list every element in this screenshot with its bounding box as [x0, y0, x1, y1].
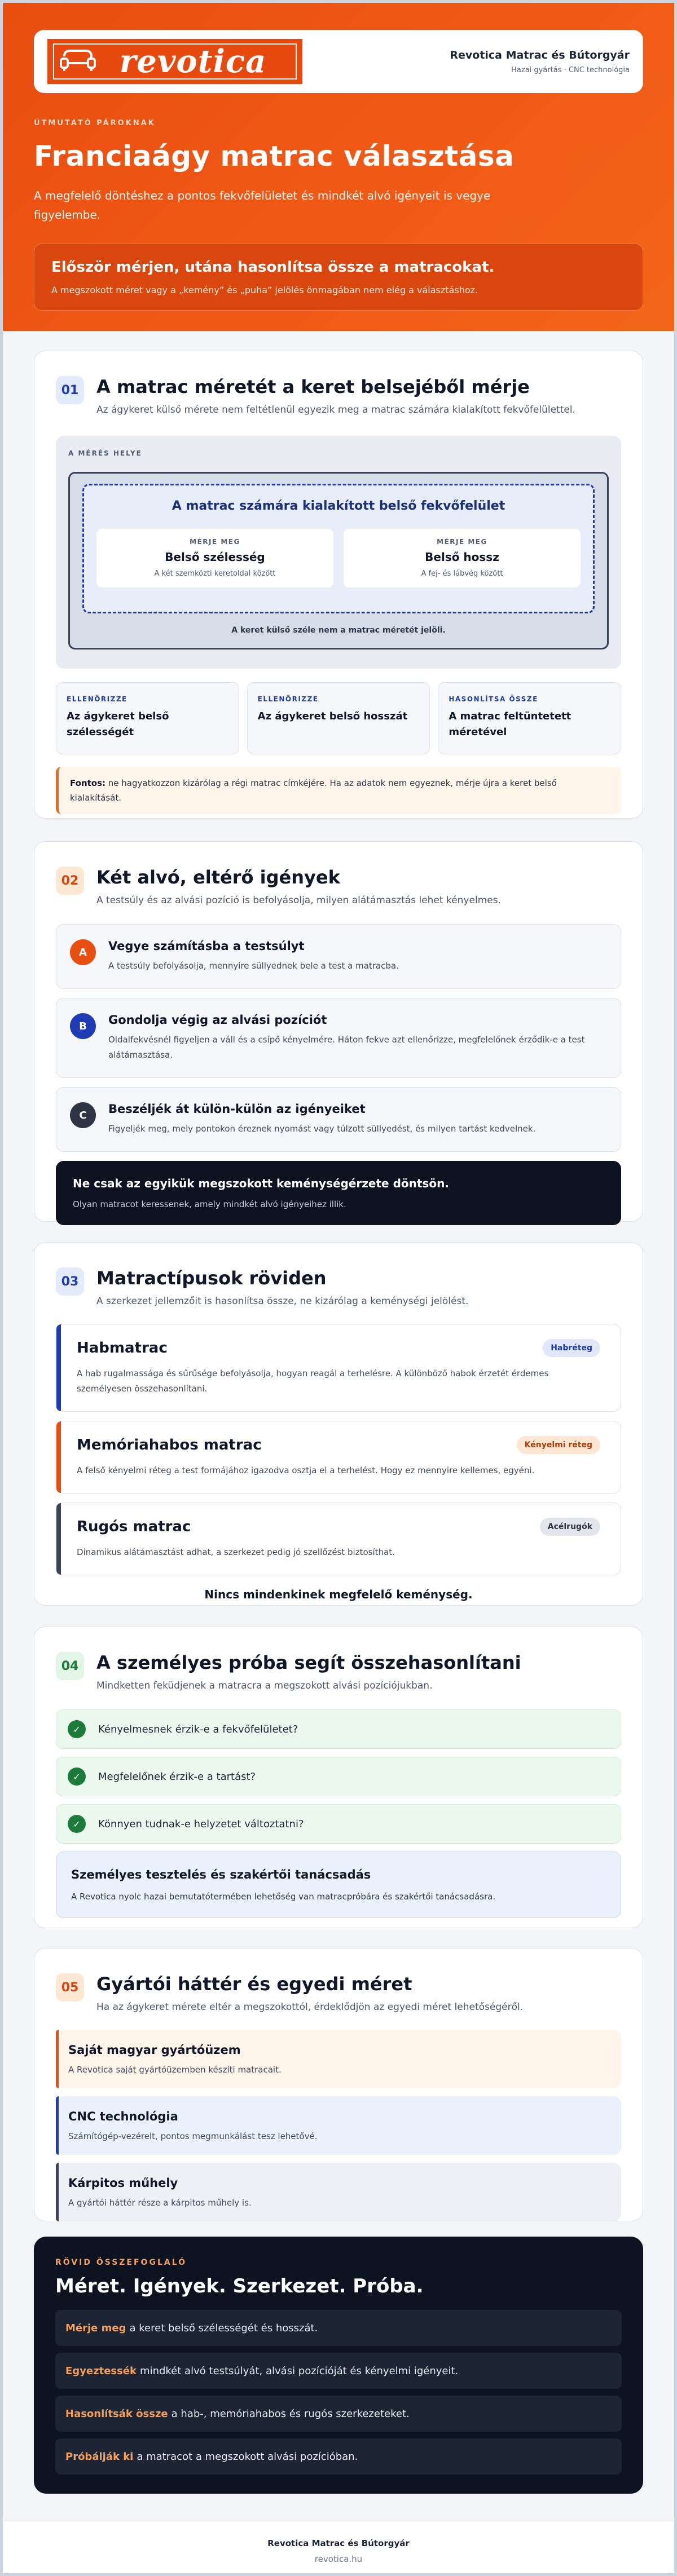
- logo-text: revotica: [119, 43, 267, 80]
- brand-subtitle: Hazai gyártás · CNC technológia: [511, 65, 630, 74]
- section-manufacturer: [34, 1948, 643, 2221]
- bg-item-upholstery: [56, 2163, 621, 2221]
- section-header: [56, 1267, 621, 1307]
- dimension-value: Belső szélesség: [165, 550, 265, 564]
- badge-c: C: [70, 1102, 96, 1128]
- type-card-spring: [56, 1503, 621, 1575]
- summary-row: [55, 2438, 622, 2475]
- type-card-foam: [56, 1324, 621, 1412]
- measure-diagram: [56, 436, 621, 669]
- section-header: [56, 1973, 621, 2013]
- types-conclusion: Nincs mindenkinek megfelelő keménység.: [204, 1588, 473, 1601]
- dimension-caption: MÉRJE MEG: [190, 538, 240, 546]
- section-number: 01: [56, 376, 84, 404]
- badge-b: B: [70, 1013, 96, 1039]
- bg-title: Kárpitos műhely: [68, 2176, 178, 2190]
- bg-text: A Revotica saját gyártóüzemben készíti matracait.: [68, 2065, 282, 2075]
- summary-text: mindkét alvó testsúlyát, alvási pozícióját és kényelmi igényeit.: [140, 2365, 459, 2377]
- section-number: 02: [56, 867, 84, 895]
- brand-name: Revotica Matrac és Bútorgyár: [450, 48, 630, 61]
- check-card: [247, 682, 430, 754]
- check-text: A matrac feltüntetett méretével: [449, 710, 572, 738]
- section-title: Két alvó, eltérő igények: [96, 867, 340, 888]
- section-header: [56, 376, 621, 416]
- summary-key: Próbálják ki: [65, 2450, 134, 2463]
- dimension-width: [96, 529, 333, 587]
- check-icon: ✓: [68, 1768, 86, 1786]
- showroom-title: Személyes tesztelés és szakértői tanácsadás: [71, 1868, 371, 1881]
- showroom-text: A Revotica nyolc hazai bemutatótermében lehetőség van matracpróbára és szakértői tanácsadásra.: [71, 1892, 496, 1902]
- section-title: A matrac méretét a keret belsejéből mérje: [96, 376, 530, 397]
- check-icon: ✓: [68, 1720, 86, 1738]
- need-item: [56, 998, 621, 1078]
- section-subtitle: Az ágykeret külső mérete nem feltétlenül egyezik meg a matrac számára kialakított fekvőfelülettel.: [96, 404, 575, 416]
- check-icon: ✓: [68, 1815, 86, 1833]
- section-number: 04: [56, 1652, 84, 1680]
- hero: [3, 3, 674, 331]
- check-caption: HASONLÍTSA ÖSSZE: [449, 695, 538, 703]
- page-title: Franciaágy matrac választása: [34, 140, 515, 173]
- surface-title: A matrac számára kialakított belső fekvőfelület: [172, 499, 505, 513]
- summary-row: [55, 2396, 622, 2432]
- type-text: A hab rugalmassága és sűrűsége befolyásolja, hogyan reagál a terhelésre. A különböző habok érzetét érdemes személyesen összehasonlítani.: [77, 1368, 549, 1394]
- sofa-icon: [60, 48, 96, 73]
- section-subtitle: Ha az ágykeret mérete eltér a megszokottól, érdeklődjön az egyedi méret lehetőségéről.: [96, 2001, 524, 2013]
- summary-eyebrow: RÖVID ÖSSZEFOGLALÓ: [55, 2258, 187, 2267]
- section-types: [34, 1242, 643, 1606]
- section-subtitle: A testsúly és az alvási pozíció is befolyásolja, milyen alátámasztás lehet kényelmes.: [96, 895, 501, 906]
- section-test: [34, 1627, 643, 1928]
- section-header: [56, 1652, 621, 1691]
- check-caption: ELLENŐRIZZE: [257, 695, 319, 703]
- key-message-title: Ne csak az egyikük megszokott keménységérzete döntsön.: [73, 1177, 449, 1190]
- summary-key: Egyeztessék: [65, 2365, 137, 2377]
- logo[interactable]: [47, 39, 302, 84]
- need-title: Gondolja végig az alvási pozíciót: [108, 1013, 327, 1027]
- type-title: Habmatrac: [77, 1340, 168, 1357]
- type-pill: Acélrugók: [540, 1518, 600, 1536]
- type-card-memory: [56, 1421, 621, 1494]
- summary-row: [55, 2353, 622, 2389]
- need-item: [56, 1087, 621, 1152]
- check-text: Az ágykeret belső szélességét: [67, 710, 169, 738]
- need-text: Figyeljék meg, mely pontokon éreznek nyomást vagy túlzott süllyedést, és milyen tartást kedvelnek.: [108, 1124, 536, 1134]
- badge-a: A: [70, 939, 96, 965]
- bg-item-cnc: [56, 2096, 621, 2155]
- dimension-length: [344, 529, 581, 587]
- callout-text: A megszokott méret vagy a „kemény” és „puha” jelölés önmagában nem elég a választáshoz.: [51, 285, 478, 295]
- section-title: Matractípusok röviden: [96, 1267, 327, 1289]
- question-item: [56, 1757, 621, 1796]
- brand-block: [450, 49, 630, 74]
- summary-key: Hasonlítsák össze: [65, 2407, 168, 2420]
- section-measure: [34, 351, 643, 819]
- check-card: [56, 682, 239, 754]
- key-message: [56, 1161, 621, 1225]
- bg-text: Számítógép-vezérelt, pontos megmunkálást tesz lehetővé.: [68, 2131, 318, 2141]
- background-list: [56, 2030, 621, 2221]
- question-text: Megfelelőnek érzik-e a tartást?: [98, 1770, 256, 1783]
- needs-list: [56, 924, 621, 1152]
- note-label: Fontos:: [70, 778, 106, 788]
- footer-brand: Revotica Matrac és Bútorgyár: [267, 2538, 410, 2548]
- showroom-info: [56, 1852, 621, 1918]
- top-bar: [34, 30, 643, 93]
- type-list: [56, 1324, 621, 1575]
- dimension-hint: A két szemközti keretoldal között: [154, 569, 276, 578]
- measure-label: A MÉRÉS HELYE: [68, 449, 142, 457]
- question-item: [56, 1804, 621, 1844]
- dimension-hint: A fej- és lábvég között: [421, 569, 503, 578]
- bg-title: Saját magyar gyártóüzem: [68, 2043, 241, 2057]
- section-header: [56, 867, 621, 906]
- footer: [3, 2521, 674, 2576]
- section-title: Gyártói háttér és egyedi méret: [96, 1973, 412, 1995]
- type-text: A felső kényelmi réteg a test formájához igazodva osztja el a terhelést. Hogy ez mennyire kellemes, egyéni.: [77, 1465, 535, 1475]
- need-title: Beszéljék át külön-külön az igényeiket: [108, 1102, 366, 1116]
- question-item: [56, 1709, 621, 1749]
- check-caption: ELLENŐRIZZE: [67, 695, 128, 703]
- bg-title: CNC technológia: [68, 2110, 178, 2123]
- section-number: 03: [56, 1267, 84, 1296]
- need-text: A testsúly befolyásolja, mennyire süllyednek bele a test a matracba.: [108, 961, 399, 971]
- important-note: [56, 767, 621, 814]
- need-item: [56, 924, 621, 989]
- dimension-caption: MÉRJE MEG: [437, 538, 487, 546]
- summary-key: Mérje meg: [65, 2322, 126, 2334]
- type-pill: Kényelmi réteg: [517, 1436, 600, 1454]
- type-pill: Habréteg: [543, 1339, 600, 1357]
- need-title: Vegye számításba a testsúlyt: [108, 939, 305, 953]
- question-text: Kényelmesnek érzik-e a fekvőfelületet?: [98, 1723, 298, 1735]
- need-text: Oldalfekvésnél figyeljen a váll és a csípő kényelmére. Háton fekve azt ellenőrizze, megfelelőnek érződik-e a test alátámasztása.: [108, 1035, 585, 1060]
- dimension-value: Belső hossz: [425, 550, 499, 564]
- callout-title: Először mérjen, utána hasonlítsa össze a matracokat.: [51, 259, 495, 276]
- key-message-text: Olyan matracot keressenek, amely mindkét alvó igényeihez illik.: [73, 1199, 346, 1209]
- section-needs: [34, 841, 643, 1222]
- summary-title: Méret. Igények. Szerkezet. Próba.: [55, 2275, 424, 2297]
- check-text: Az ágykeret belső hosszát: [257, 710, 408, 722]
- summary-text: a keret belső szélességét és hosszát.: [129, 2322, 318, 2334]
- bg-text: A gyártói háttér része a kárpitos műhely is.: [68, 2198, 252, 2208]
- note-text: ne hagyatkozzon kizárólag a régi matrac címkéjére. Ha az adatok nem egyeznek, mérje újra a keret belső kialakítását.: [70, 778, 557, 803]
- sleeping-surface: [82, 484, 595, 613]
- section-subtitle: A szerkezet jellemzőit is hasonlítsa össze, ne kizárólag a keménységi jelölést.: [96, 1296, 469, 1307]
- summary: [34, 2237, 643, 2494]
- summary-text: a hab-, memóriahabos és rugós szerkezeteket.: [171, 2407, 410, 2420]
- hero-callout: [34, 244, 643, 311]
- summary-text: a matracot a megszokott alvási pozícióban.: [137, 2450, 358, 2463]
- type-title: Memóriahabos matrac: [77, 1437, 262, 1453]
- footer-link[interactable]: revotica.hu: [314, 2554, 363, 2564]
- summary-row: [55, 2310, 622, 2346]
- check-list: [56, 682, 621, 754]
- section-subtitle: Mindketten feküdjenek a matracra a megszokott alvási pozíciójukban.: [96, 1680, 433, 1691]
- question-text: Könnyen tudnak-e helyzetet változtatni?: [98, 1818, 304, 1830]
- section-title: A személyes próba segít összehasonlítani: [96, 1652, 521, 1673]
- question-list: [56, 1709, 621, 1844]
- frame-note: A keret külső széle nem a matrac méretét jelöli.: [231, 626, 446, 635]
- bg-item-factory: [56, 2030, 621, 2088]
- hero-eyebrow: ÚTMUTATÓ PÁROKNAK: [34, 119, 156, 127]
- type-title: Rugós matrac: [77, 1518, 191, 1535]
- check-card: [438, 682, 621, 754]
- type-text: Dinamikus alátámasztást adhat, a szerkezet pedig jó szellőzést biztosíthat.: [77, 1547, 395, 1557]
- hero-lead: A megfelelő döntéshez a pontos fekvőfelületet és mindkét alvó igényeit is vegye figyelembe.: [34, 189, 491, 222]
- section-number: 05: [56, 1973, 84, 2001]
- bed-frame: [68, 472, 609, 649]
